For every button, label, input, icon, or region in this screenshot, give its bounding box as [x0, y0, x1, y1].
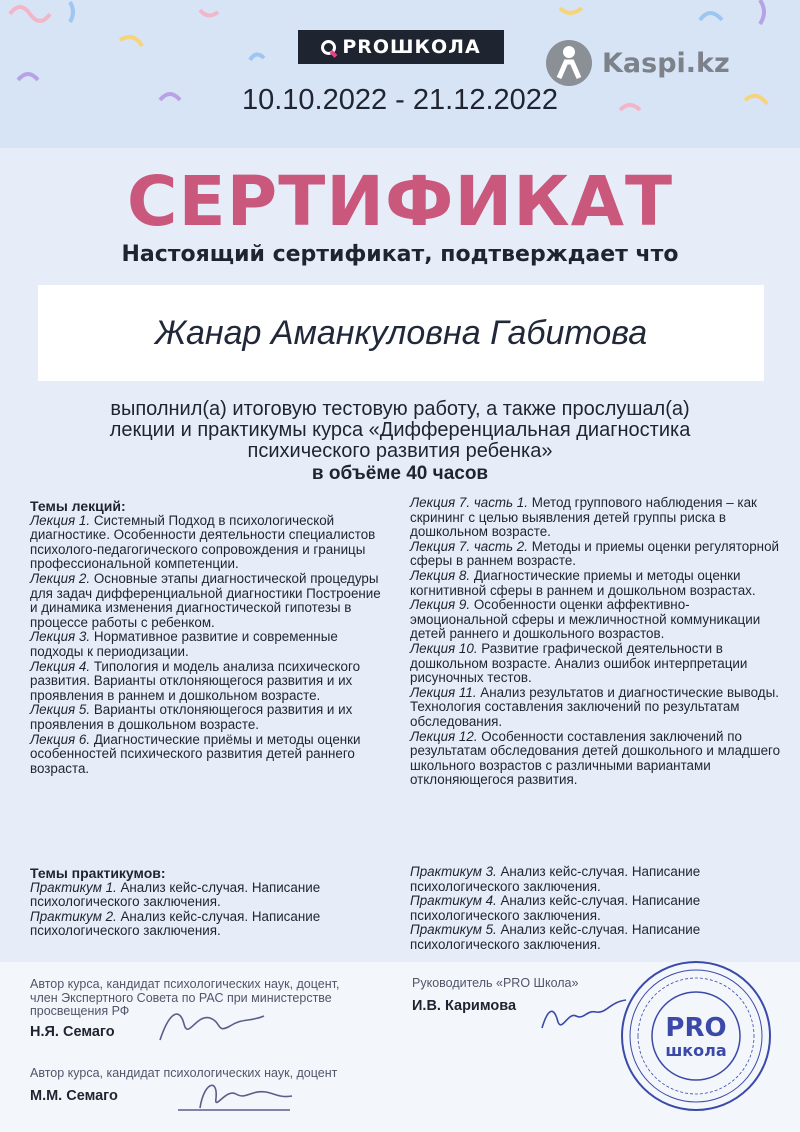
lecture-item	[410, 686, 782, 730]
kaspi-figure-icon	[546, 40, 592, 86]
lecture-item-label: Лекция 6.	[30, 731, 91, 747]
lectures-list	[30, 514, 382, 777]
author1-note-line: просвещения РФ	[30, 1004, 130, 1018]
practicum-item-text: Анализ кейс-случая. Написание психологического заключения.	[410, 864, 701, 894]
practicum-list	[410, 865, 782, 953]
author1-name: Н.Я. Семаго	[30, 1024, 115, 1040]
lecture-item-text: Нормативное развитие и современные подходы к периодизации.	[30, 629, 338, 659]
lecture-item	[410, 569, 782, 598]
lecture-item	[30, 572, 382, 630]
course-description	[20, 399, 780, 462]
lectures-list	[410, 496, 782, 788]
practicum-item	[30, 910, 390, 939]
lectures-left-column	[30, 499, 382, 776]
lecture-item	[30, 703, 382, 732]
author2-note: Автор курса, кандидат психологических наук, доцент	[30, 1066, 338, 1080]
lecture-item-text: Системный Подход в психологической диагностике. Особенности деятельности специалистов психолого-педагогического сопровождения и границы профессиональной компетенции.	[30, 512, 376, 572]
lecture-item-text: Диагностические приёмы и методы оценки особенностей психического развития детей раннего возраста.	[30, 731, 361, 776]
practicum-right-column	[410, 865, 782, 953]
lecture-item-text: Метод группового наблюдения – как скрининг с целью выявления детей группы риска в дошкольном возрасте.	[410, 495, 757, 540]
practicum-item-label: Практикум 3.	[410, 864, 497, 879]
description-line: психического развития ребенка»	[247, 440, 553, 462]
lecture-item-label: Лекция 8.	[410, 567, 471, 583]
practicum-item-label: Практикум 2.	[30, 908, 117, 924]
lecture-item	[30, 630, 382, 659]
certificate-subtitle: Настоящий сертификат, подтверждает что	[121, 242, 679, 267]
practicum-item-text: Анализ кейс-случая. Написание психологического заключения.	[30, 908, 321, 939]
logo-text: PROШКОЛА	[342, 36, 481, 58]
logo-icon	[321, 40, 336, 55]
practicum-item-label: Практикум 4.	[410, 893, 497, 909]
lectures-heading: Темы лекций:	[30, 498, 126, 514]
practicum-item-label: Практикум 1.	[30, 879, 117, 895]
lecture-item-text: Особенности составления заключений по результатам обследования детей дошкольного и младшего школьного возрастов с различными вариантами отклоняющегося развития.	[410, 728, 781, 788]
svg-text:PRO: PRO	[665, 1013, 727, 1043]
practicum-item-label: Практикум 5.	[410, 922, 497, 938]
lecture-item	[410, 730, 782, 788]
description-line: выполнил(а) итоговую тестовую работу, а также прослушал(а)	[110, 398, 690, 420]
practicum-heading: Темы практикумов:	[30, 865, 166, 881]
lecture-item-label: Лекция 5.	[30, 702, 91, 718]
author2-name: М.М. Семаго	[30, 1088, 118, 1104]
lecture-item-label: Лекция 3.	[30, 629, 91, 645]
course-volume: в объёме 40 часов	[311, 463, 489, 484]
practicum-item-text: Анализ кейс-случая. Написание психологического заключения.	[30, 879, 321, 910]
lecture-item-label: Лекция 10.	[410, 640, 478, 656]
practicum-item	[410, 865, 782, 894]
lecture-item-text: Развитие графической деятельности в дошкольном возрасте. Анализ ошибок интерпретации рисуночных тестов.	[410, 640, 748, 686]
lecture-item	[410, 496, 782, 540]
practicum-item	[30, 881, 390, 910]
lecture-item	[410, 540, 782, 569]
lecture-item-text: Варианты отклоняющегося развития и их проявления в дошкольном возрасте.	[30, 702, 353, 732]
recipient-name: Жанар Аманкуловна Габитова	[154, 313, 648, 352]
lecture-item-label: Лекция 4.	[30, 658, 91, 674]
lecture-item	[30, 660, 382, 704]
practicum-item	[410, 894, 782, 923]
director-name: И.В. Каримова	[412, 998, 517, 1014]
lecture-item-label: Лекция 7. часть 1.	[410, 495, 528, 510]
lecture-item-text: Типология и модель анализа психического развития. Варианты отклоняющегося развития и их проявления в раннем и дошкольном возрасте.	[30, 658, 361, 703]
practicum-item-text: Анализ кейс-случая. Написание психологического заключения.	[410, 922, 701, 952]
lecture-item-text: Анализ результатов и диагностические выводы. Технология составления заключений по результатам обследования.	[410, 684, 779, 729]
director-note: Руководитель «PRO Школа»	[412, 976, 579, 990]
lecture-item	[410, 642, 782, 686]
kaspi-logo	[546, 38, 730, 88]
lecture-item-text: Особенности оценки аффективно-эмоциональной сферы и межличностной коммуникации детей раннего и дошкольного возрастов.	[410, 597, 761, 642]
lecture-item	[30, 514, 382, 572]
recipient-box	[38, 285, 764, 381]
svg-text:школа: школа	[665, 1041, 727, 1060]
lecture-item-text: Диагностические приемы и методы оценки когнитивной сферы в раннем и дошкольном возрастах.	[410, 567, 756, 598]
author1-note-line: член Экспертного Совета по РАС при министерстве	[30, 990, 332, 1005]
author1-signature	[150, 1000, 270, 1048]
author2-signature	[170, 1068, 300, 1118]
pro-shkola-logo	[298, 30, 504, 64]
certificate-title: СЕРТИФИКАТ	[126, 162, 674, 242]
lecture-item	[410, 598, 782, 642]
lecture-item-label: Лекция 7. часть 2.	[410, 538, 528, 554]
lecture-item	[30, 733, 382, 777]
company-seal	[618, 958, 774, 1114]
lecture-item-label: Лекция 1.	[30, 512, 91, 528]
kaspi-text: Kaspi.kz	[602, 47, 730, 79]
lecture-item-label: Лекция 2.	[30, 570, 91, 586]
lecture-item-label: Лекция 11.	[410, 684, 477, 700]
author1-note-line: Автор курса, кандидат психологических наук, доцент,	[30, 977, 340, 991]
practicum-item	[410, 923, 782, 952]
lecture-item-label: Лекция 12.	[410, 728, 478, 744]
lecture-item-label: Лекция 9.	[410, 597, 471, 613]
practicum-left-column	[30, 866, 390, 939]
lecture-item-text: Основные этапы диагностической процедуры для задач дифференциальной диагностики Построение и динамика изменения диагностической гипотезы в процессе работы с ребенком.	[30, 570, 381, 630]
course-dates: 10.10.2022 - 21.12.2022	[241, 84, 559, 116]
description-line: лекции и практикумы курса «Дифференциальная диагностика	[109, 419, 691, 441]
lecture-item-text: Методы и приемы оценки регуляторной сферы в раннем возрасте.	[410, 538, 779, 569]
practicum-list	[30, 881, 390, 939]
practicum-item-text: Анализ кейс-случая. Написание психологического заключения.	[410, 893, 701, 923]
lectures-right-column	[410, 496, 782, 788]
